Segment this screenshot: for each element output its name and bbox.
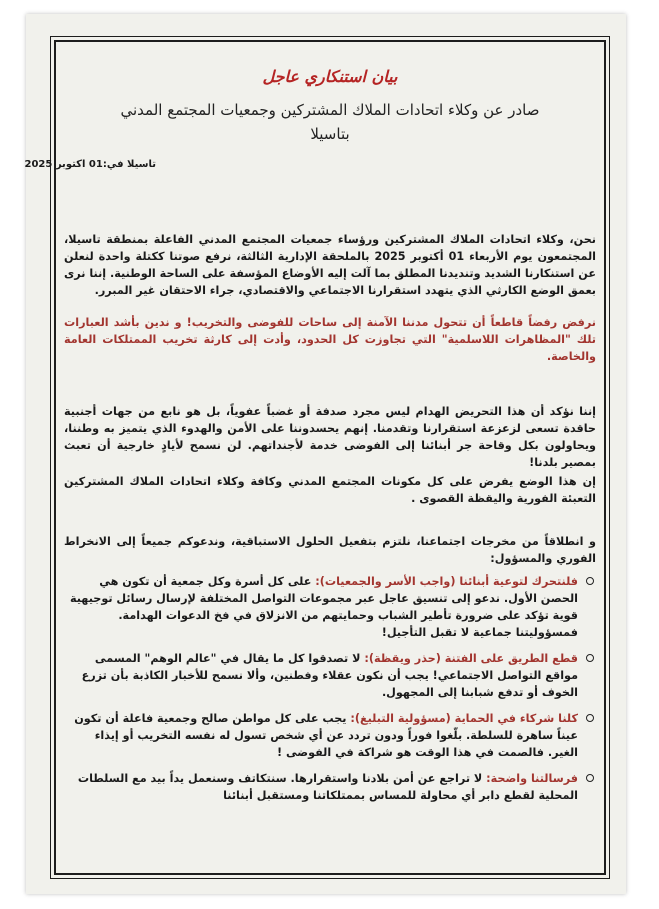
paragraph-mobilization: إن هذا الوضع يفرض على كل مكونات المجتمع المدني وكافة وكلاء اتحادات الملاك المشتركين التعبئة الفورية واليقظة القصوى . <box>64 475 596 505</box>
circle-bullet-icon <box>586 654 594 662</box>
list-item-text: لا تراجع عن أمن بلادنا واستقرارها. سنتكاتف وسنعمل يداً بيد مع السلطات المحلية لقطع دابر أي محاولة للمساس بممتلكاتنا ومستقبل أبنائنا <box>77 772 578 802</box>
list-item-text: لا تصدقوا كل ما يقال في "عالم الوهم" المسمى مواقع التواصل الاجتماعي! يجب أن نكون عقلاء وفطنين، وألا نسمح للأخبار الكاذبة بأن تزرع الخوف أو تدفع شبابنا إلى المجهول. <box>81 652 578 699</box>
document-title: بيان استنكاري عاجل <box>262 67 398 86</box>
list-item <box>64 573 578 641</box>
list-item-text: على كل أسرة وكل جمعية أن تكون هي الحصن الأول. ندعو إلى تنسيق عاجل عبر مجموعات التواصل المختلفة لإرسال رسائل توجيهية قوية تؤكد على ضرورة تأطير الشباب وحمايتهم من الانزلاق في فخ الدعوات الهدامة. فمسؤوليتنا جماعية لا تقبل التأجيل! <box>69 575 578 639</box>
circle-bullet-icon <box>586 714 594 722</box>
paragraph-foreign-incitement: إننا نؤكد أن هذا التحريض الهدام ليس مجرد صدفة أو غضباً عفوياً، بل هو نابع من جهات أجنبية حاقدة تسعى لزعزعة استقرارنا وتقدمنا. إنهم يحسدوننا على الأمن والهدوء الذي يتميز به وطننا، ويحاولون بكل وقاحة جر أبنائنا إلى الفوضى خدمة لأجنداتهم. لن نسمح لأيادٍ خارجية أن تعبث بمصير بلدنا! <box>64 405 596 469</box>
paragraph-commitments: و انطلاقاً من مخرجات اجتماعنا، نلتزم بتفعيل الحلول الاستباقية، وندعوكم جميعاً إلى الانخراط الفوري والمسؤول: <box>64 535 596 565</box>
statement-body <box>24 66 596 813</box>
action-list <box>64 573 596 804</box>
circle-bullet-icon <box>586 577 594 585</box>
list-item <box>64 650 578 701</box>
paragraph-intro: نحن، وكلاء اتحادات الملاك المشتركين ورؤساء جمعيات المجتمع المدني الفاعلة بمنطقة تاسيلا، المجتمعون يوم الأربعاء 01 أكتوبر 2025 بالملحقة الإدارية الثالثة، نرفع صوتنا ككتلة واحدة لنعلن عن استنكارنا الشديد وتنديدنا المطلق بما آلت إليه الأوضاع المؤسفة على الساحة الوطنية. إننا نرى بعمق الوضع الكارثي الذي يتهدد استقرارنا الاجتماعي والاقتصادي، جراء الاحتقان غير المبرر. <box>64 233 596 297</box>
paragraph-condemnation: نرفض رفضاً قاطعاً أن تتحول مدننا الآمنة إلى ساحات للفوضى والتخريب! و ندين بأشد العبارات تلك "المظاهرات اللاسلمية" التي تجاوزت كل الحدود، وأدت إلى كارثة تخريب الممتلكات العامة والخاصة. <box>64 316 596 363</box>
document-city: بتاسيلا <box>310 125 350 143</box>
list-item-lead: فلنتحرك لتوعية أبنائنا (واجب الأسر والجمعيات): <box>315 575 578 588</box>
document-subtitle: صادر عن وكلاء اتحادات الملاك المشتركين وجمعيات المجتمع المدني <box>120 101 540 119</box>
dateline: تاسيلا في:01 اكتوبر 2025 <box>24 159 156 170</box>
list-item-text: يجب على كل مواطن صالح وجمعية فاعلة أن تكون عيناً ساهرة للسلطة. بلّغوا فوراً ودون تردد عن أي شخص تسول له نفسه التخريب أو إيذاء الغير. فالصمت في هذا الوقت هو شراكة في الفوضى ! <box>74 712 578 759</box>
list-item-lead: قطع الطريق على الفتنة (حذر ويقظة): <box>364 652 578 665</box>
list-item-lead: كلنا شركاء في الحماية (مسؤولية التبليغ): <box>350 712 578 725</box>
list-item-lead: فرسالتنا واضحة: <box>486 772 578 785</box>
list-item <box>64 710 578 761</box>
circle-bullet-icon <box>586 774 594 782</box>
list-item <box>64 770 578 804</box>
